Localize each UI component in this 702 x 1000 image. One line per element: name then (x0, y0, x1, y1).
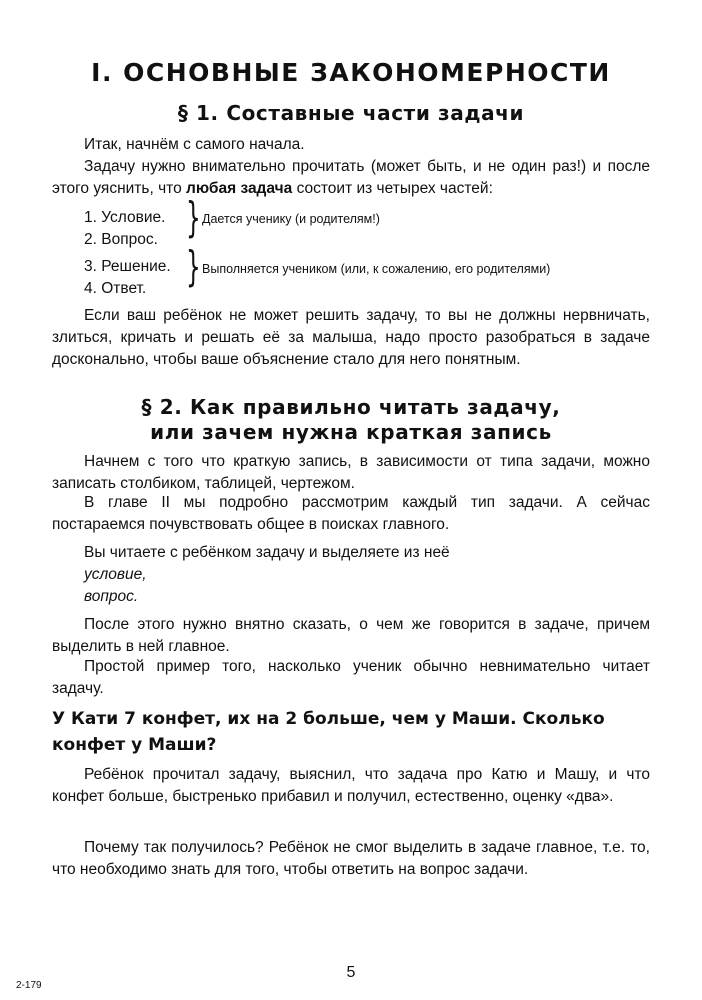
brace-note-performed: Выполняется учеником (или, к сожалению, его родителями) (202, 262, 551, 276)
section-1-paragraph-2 (52, 156, 650, 200)
emphasis-any-task: любая задача (186, 180, 293, 197)
section-2-title-line-2: или зачем нужна краткая запись (150, 420, 552, 444)
highlight-condition: условие, (84, 566, 147, 583)
paragraph-2-start: Задачу нужно внимательно прочитать (может быть, и не один раз!) и после этого уяснить, что (52, 158, 650, 197)
section-2-paragraph-2: В главе II мы подробно рассмотрим каждый тип задачи. А сейчас постараемся почувствовать общее в поисках главного. (52, 494, 650, 533)
section-2-paragraph-3: Вы читаете с ребёнком задачу и выделяете из неё (84, 544, 450, 561)
section-2-paragraph-5: Простой пример того, насколько ученик обычно невнимательно читает задачу. (52, 658, 650, 697)
right-brace-icon: } (186, 193, 201, 242)
list-item-condition: 1. Условие. (84, 209, 166, 226)
section-2-paragraph-7: Почему так получилось? Ребёнок не смог выделить в задаче главное, т.е. то, что необходимо знать для того, чтобы ответить на вопрос задачи. (52, 839, 650, 878)
section-2-paragraph-4: После этого нужно внятно сказать, о чем же говорится в задаче, причем выделить в ней главное. (52, 616, 650, 655)
page-number: 5 (346, 964, 356, 981)
chapter-title: I. ОСНОВНЫЕ ЗАКОНОМЕРНОСТИ (91, 58, 611, 87)
section-2-paragraph-6: Ребёнок прочитал задачу, выяснил, что задача про Катю и Машу, и что конфет больше, быстренько прибавил и получил, естественно, оценку «два». (52, 766, 650, 805)
brace-note-given: Дается ученику (и родителям!) (202, 212, 380, 226)
paragraph-2-end: состоит из четырех частей: (292, 180, 493, 197)
section-2-title-line-1: § 2. Как правильно читать задачу, (141, 395, 561, 419)
print-code: 2-179 (16, 980, 42, 991)
section-1-intro: Итак, начнём с самого начала. (84, 136, 305, 153)
list-item-question: 2. Вопрос. (84, 231, 158, 248)
section-1-title: § 1. Составные части задачи (177, 101, 525, 125)
list-item-solution: 3. Решение. (84, 258, 171, 275)
example-problem: У Кати 7 конфет, их на 2 больше, чем у Маши. Сколько конфет у Маши? (52, 709, 605, 755)
section-1-paragraph-3: Если ваш ребёнок не может решить задачу, то вы не должны нервничать, злиться, кричать и решать её за малыша, надо просто разобраться в задаче досконально, чтобы ваше объяснение стало для него понятным. (52, 307, 650, 368)
section-2-paragraph-1: Начнем с того что краткую запись, в зависимости от типа задачи, можно записать столбиком, таблицей, чертежом. (52, 453, 650, 492)
list-item-answer: 4. Ответ. (84, 280, 147, 297)
right-brace-icon: } (186, 242, 201, 291)
highlight-question: вопрос. (84, 588, 139, 605)
